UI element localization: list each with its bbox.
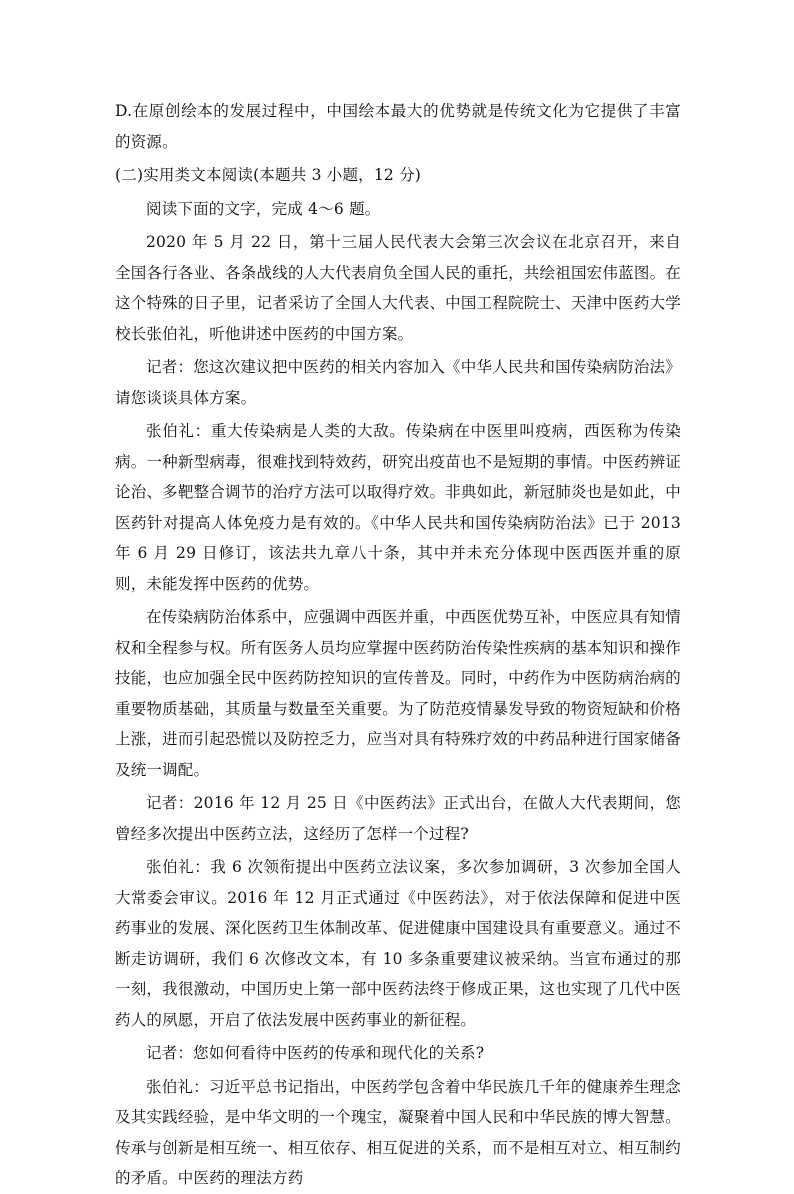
paragraph-answer-1: 张伯礼：重大传染病是人类的大敌。传染病在中医里叫疫病，西医称为传染病。一种新型病毒，很难找到特效药，研究出疫苗也不是短期的事情。中医药辨证论治、多靶整合调节的治疗方法可以取得疗效。非典如此，新冠肺炎也是如此，中医药针对提高人体免疫力是有效的。《中华人民共和国传染病防治法》已于 2013 年 6 月 29 日修订，该法共九章八十条，其中并未充分体现中医西医并重的原则，未能发挥中医药的优势。 [115, 422, 681, 593]
reading-instruction: 阅读下面的文字，完成 4～6 题。 [146, 199, 381, 218]
document-body [115, 96, 681, 1194]
paragraph-answer-2: 张伯礼：我 6 次领衔提出中医药立法议案，多次参加调研，3 次参加全国人大常委会审议。2016 年 12 月正式通过《中医药法》，对于依法保障和促进中医药事业的发展、深化医药卫生体制改革、促进健康中国建设具有重要意义。通过不断走访调研，我们 6 次修改文本，有 10 多条重要建议被采纳。当宣布通过的那一刻，我很激动，中国历史上第一部中医药法终于修成正果，这也实现了几代中医药人的夙愿，开启了依法发展中医药事业的新征程。 [115, 858, 681, 1029]
paragraph-answer-1-continued: 在传染病防治体系中，应强调中西医并重，中西医优势互补，中医应具有知情权和全程参与权。所有医务人员均应掌握中医药防治传染性疾病的基本知识和操作技能，也应加强全民中医药防控知识的宣传普及。同时，中药作为中医防病治病的重要物质基础，其质量与数量至关重要。为了防范疫情暴发导致的物资短缺和价格上涨，进而引起恐慌以及防控乏力，应当对具有特殊疗效的中药品种进行国家储备及统一调配。 [115, 608, 681, 779]
paragraph-answer-3: 张伯礼：习近平总书记指出，中医药学包含着中华民族几千年的健康养生理念及其实践经验，是中华文明的一个瑰宝，凝聚着中国人民和中华民族的博大智慧。传承与创新是相互统一、相互依存、相互促进的关系，而不是相互对立、相互制约的矛盾。中医药的理法方药 [115, 1077, 681, 1187]
paragraph-question-3: 记者：您如何看待中医药的传承和现代化的关系? [146, 1044, 485, 1062]
paragraph-question-2: 记者：2016 年 12 月 25 日《中医药法》正式出台，在做人大代表期间，您曾经多次提出中医药立法，这经历了怎样一个过程? [115, 794, 681, 843]
answer-option-d: D.在原创绘本的发展过程中，中国绘本最大的优势就是传统文化为它提供了丰富的资源。 [115, 102, 681, 151]
section-heading: (二)实用类文本阅读(本题共 3 小题，12 分) [115, 166, 422, 184]
paragraph-question-1: 记者：您这次建议把中医药的相关内容加入《中华人民共和国传染病防治法》请您谈谈具体方案。 [115, 358, 681, 407]
paragraph-intro: 2020 年 5 月 22 日，第十三届人民代表大会第三次会议在北京召开，来自全国各行各业、各条战线的人大代表肩负全国人民的重托，共绘祖国宏伟蓝图。在这个特殊的日子里，记者采访了全国人大代表、中国工程院院士、天津中医药大学校长张伯礼，听他讲述中医药的中国方案。 [115, 233, 681, 343]
